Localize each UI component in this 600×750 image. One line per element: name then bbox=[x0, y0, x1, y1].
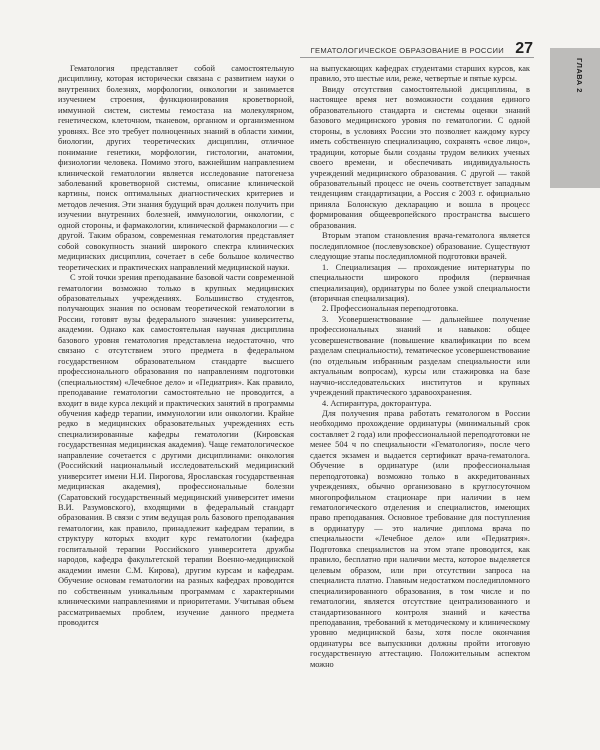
paragraph: Вторым этапом становления врача-гематолога является последипломное (послевузовское) образование. Существуют следующие этапы последипломной подготовки врачей. bbox=[310, 231, 530, 262]
paragraph: на выпускающих кафедрах студентами старших курсов, как правило, это шестые или, реже, четвертые и пятые курсы. bbox=[310, 64, 530, 84]
list-item: 3. Усовершенствование — дальнейшее получение профессиональных знаний и навыков: общее усовершенствование (повышение квалификации по всем разделам специальности), тематическое усовершенствование (по отдельным избранным разделам специальности или актуальным вопросам), курсы или стажировка на базе научно-исследовательских институтов и крупных учреждений практического здравоохранения. bbox=[310, 314, 530, 398]
right-text-column bbox=[310, 64, 530, 670]
list-item: 1. Специализация — прохождение интернатуры по специальности широкого профиля (первичная специализация), ординатуры по более узкой специальности (вторичная специализация). bbox=[310, 262, 530, 303]
running-header bbox=[0, 36, 600, 58]
header-rule bbox=[300, 57, 534, 58]
paragraph: Для получения права работать гематологом в России необходимо прохождение ординатуры (минимальный срок составляет 2 года) или профессиональной переподготовки не менее 504 ч по специальности «Гематология», после чего сдается экзамен и выдается сертификат врача-гематолога. Обучение в ординатуре (или профессиональная переподготовка) возможно только в аккредитованных учреждениях, обычно организовано в круглосуточном многопрофильном стационаре при наличии в нем гематологического отделения и специалистов, имеющих право преподавания. Основное требование для поступления в ординатуру — это наличие диплома врача по специальности «Лечебное дело» или «Педиатрия». Подготовка специалистов на этом этапе проводится, как правило, бесплатно при наличии места, которое выделяется целевым образом, или при отсутствии запроса на специалиста платно. Главным недостатком последипломного специализированного образования, в том числе и по гематологии, является отсутствие централизованного и стандартизованного контроля знаний и качества преподавания, требований к методическому и клиническому уровню медицинской базы, хотя после окончания ординатуры все выпускники должны пройти итоговую государственную аттестацию. Положительным аспектом можно bbox=[310, 408, 530, 669]
paragraph: С этой точки зрения преподавание базовой части современной гематологии возможно только в крупных медицинских образовательных учреждениях. Большинство студентов, получающих знания по основам теоретической гематологии в России, готовят вузы федерального значения: университеты, академии. Однако как самостоятельная научная дисциплина базового уровня гематология представлена недостаточно, что связано с отсутствием этого предмета в федеральном государственном образовательном стандарте высшего профессионального образования по направлениям подготовки (специальностям) «Лечебное дело» и «Педиатрия». Как правило, преподавание гематологии самостоятельно не проводится, а входит в виде курса лекций и практических занятий в программы обучения кафедр терапии, иммунологии или онкологии. Крайне редко в медицинских образовательных учреждениях есть специализированные кафедры гематологии (Кировская государственная медицинская академия). Чаще гематологическое направление сочетается с другими дисциплинами: онкология (Российский национальный исследовательский медицинский университет имени Н.И. Пирогова, Ярославская государственная медицинская академия), профессиональные болезни (Саратовский государственный медицинский университет имени В.И. Разумовского), входящими в федеральный стандарт образования. В связи с этим ведущая роль базового преподавания гематологии, как правило, принадлежит кафедрам терапии, в структуру которых входит курс гематологии (кафедра госпитальной терапии Российского университета дружбы народов, кафедра факультетской терапии Военно-медицинской академии имени С.М. Кирова), другим курсам и кафедрам. Обучение основам гематологии на разных кафедрах проводится по собственным уникальным программам с характерными клиническими направлениями и приоритетами. Учитывая объем рассматриваемых проблем, изучение данного предмета проводится bbox=[58, 273, 294, 628]
running-header-title: ГЕМАТОЛОГИЧЕСКОЕ ОБРАЗОВАНИЕ В РОССИИ bbox=[310, 46, 504, 55]
list-item: 4. Аспирантура, докторантура. bbox=[322, 398, 432, 408]
chapter-side-tab-label: ГЛАВА 2 bbox=[575, 58, 584, 93]
paragraph: Ввиду отсутствия самостоятельной дисциплины, в настоящее время нет возможности создания единого образовательного стандарта и системы оценки знаний базового медицинского уровня по гематологии. С одной стороны, в условиях России это позволяет каждому курсу иметь собственную специализацию, сохранять «свое лицо», традиции, которые были созданы трудом великих ученых своего времени, и обеспечивать индивидуальность учреждений медицинского образования. С другой — такой образовательный процесс не очень соответствует западным тенденциям стандартизации, а Россия с 2003 г. официально приняла Болонскую декларацию и вошла в процесс формирования общеевропейского пространства высшего образования. bbox=[310, 84, 530, 230]
left-text-column bbox=[58, 64, 294, 628]
page-number: 27 bbox=[515, 40, 533, 57]
paragraph: Гематология представляет собой самостоятельную дисциплину, которая исторически связана с развитием науки о внутренних болезнях, морфологии, онкологии и занимается изучением строения, функционирования кроветворной, иммунной систем, системы гемостаза на молекулярном, генетическом, клеточном, тканевом, органном и организменном уровнях. Все это требует полноценных знаний в области химии, биологии, других теоретических дисциплин, отличное понимание генетики, морфологии, гистологии, анатомии, физиологии человека. Помимо этого, важнейшим направлением клинической гематологии является исследование патогенеза заболеваний кроветворной системы, описание клинической картины, поиск оптимальных диагностических критериев и методов лечения. Эти знания будущий врач должен получить при изучении внутренних болезней, иммунологии, онкологии, с одной стороны, и фармакологии, клинической фармакологии — с другой. Таким образом, современная гематология представляет собой совокупность знаний широкого спектра клинических медицинских дисциплин, сочетает в себе большое количество теоретических и практических направлений медицинской науки. bbox=[58, 64, 294, 272]
list-item: 2. Профессиональная переподготовка. bbox=[322, 304, 459, 314]
